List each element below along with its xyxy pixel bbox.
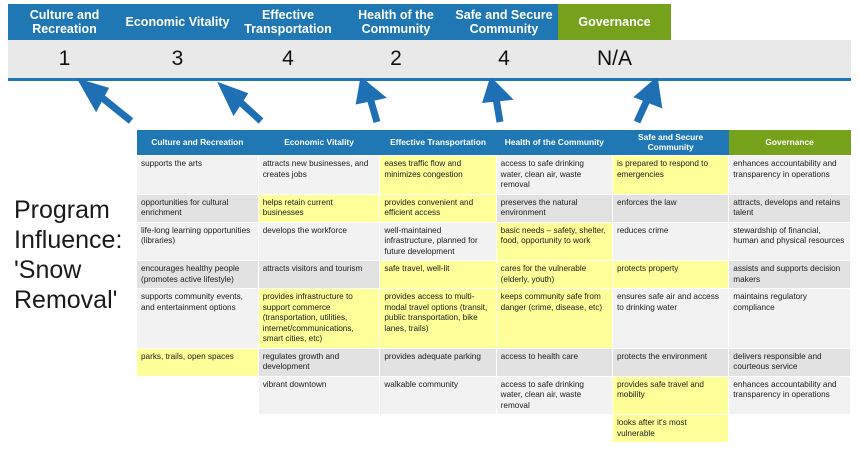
matrix-cell: ensures safe air and access to drinking water bbox=[612, 289, 728, 349]
table-row bbox=[137, 415, 851, 443]
score-arrow-group bbox=[0, 78, 859, 130]
pillar-header-strip bbox=[8, 4, 851, 40]
matrix-cell: provides convenient and efficient access bbox=[380, 194, 496, 222]
score-safe-and-secure-community: 4 bbox=[498, 47, 510, 70]
pillar-attribute-matrix bbox=[136, 130, 851, 443]
table-row bbox=[137, 289, 851, 349]
matrix-cell: parks, trails, open spaces bbox=[137, 348, 259, 376]
pillar-header-health-of-the-community: Health of the Community bbox=[342, 4, 450, 40]
matrix-cell: enforces the law bbox=[612, 194, 728, 222]
matrix-cell: stewardship of financial, human and physical resources bbox=[729, 222, 851, 261]
matrix-header-economic-vitality: Economic Vitality bbox=[258, 130, 380, 156]
matrix-cell: reduces crime bbox=[612, 222, 728, 261]
matrix-cell: assists and supports decision makers bbox=[729, 261, 851, 289]
table-row bbox=[137, 222, 851, 261]
matrix-cell: provides adequate parking bbox=[380, 348, 496, 376]
matrix-cell: is prepared to respond to emergencies bbox=[612, 156, 728, 195]
arrow-icon-economic-vitality bbox=[224, 88, 261, 121]
score-effective-transportation: 4 bbox=[282, 47, 294, 70]
table-row bbox=[137, 261, 851, 289]
pillar-header-culture-and-recreation: Culture and Recreation bbox=[8, 4, 121, 40]
pillar-header-safe-and-secure-community: Safe and Secure Community bbox=[450, 4, 558, 40]
matrix-cell: preserves the natural environment bbox=[496, 194, 612, 222]
matrix-cell: life-long learning opportunities (libraries) bbox=[137, 222, 259, 261]
arrow-icon-safe-and-secure-community bbox=[637, 83, 658, 122]
matrix-cell: vibrant downtown bbox=[258, 376, 380, 415]
matrix-cell-empty bbox=[496, 415, 612, 443]
matrix-cell: keeps community safe from danger (crime, disease, etc) bbox=[496, 289, 612, 349]
matrix-cell: walkable community bbox=[380, 376, 496, 415]
matrix-cell: delivers responsible and courteous service bbox=[729, 348, 851, 376]
table-row bbox=[137, 194, 851, 222]
matrix-cell: access to safe drinking water, clean air, waste removal bbox=[496, 156, 612, 195]
score-culture-and-recreation: 1 bbox=[58, 47, 71, 70]
matrix-cell-empty bbox=[380, 415, 496, 443]
arrow-icon-health-of-the-community bbox=[487, 83, 506, 122]
matrix-cell: well-maintained infrastructure, planned for future development bbox=[380, 222, 496, 261]
matrix-cell: basic needs – safety, shelter, food, opportunity to work bbox=[496, 222, 612, 261]
matrix-cell: attracts visitors and tourism bbox=[258, 261, 380, 289]
table-row bbox=[137, 376, 851, 415]
matrix-cell: looks after it's most vulnerable bbox=[612, 415, 728, 443]
arrow-icon-culture-and-recreation bbox=[84, 84, 131, 121]
matrix-cell: attracts, develops and retains talent bbox=[729, 194, 851, 222]
score-economic-vitality: 3 bbox=[171, 47, 184, 70]
matrix-cell: helps retain current businesses bbox=[258, 194, 380, 222]
table-row bbox=[137, 156, 851, 195]
pillar-header-economic-vitality: Economic Vitality bbox=[121, 4, 234, 40]
matrix-cell: protects property bbox=[612, 261, 728, 289]
matrix-cell: opportunities for cultural enrichment bbox=[137, 194, 259, 222]
score-health-of-the-community: 2 bbox=[390, 47, 402, 70]
matrix-header-row bbox=[137, 130, 851, 156]
matrix-cell: enhances accountability and transparency in operations bbox=[729, 376, 851, 415]
matrix-cell: eases traffic flow and minimizes congestion bbox=[380, 156, 496, 195]
matrix-header-health-of-the-community: Health of the Community bbox=[496, 130, 612, 156]
matrix-cell: provides safe travel and mobility bbox=[612, 376, 728, 415]
pillar-header-governance: Governance bbox=[558, 4, 671, 40]
matrix-cell: maintains regulatory compliance bbox=[729, 289, 851, 349]
matrix-cell: regulates growth and development bbox=[258, 348, 380, 376]
matrix-cell-empty bbox=[258, 415, 380, 443]
score-governance: N/A bbox=[596, 47, 632, 70]
matrix-header-safe-and-secure-community: Safe and Secure Community bbox=[612, 130, 728, 156]
matrix-cell: enhances accountability and transparency in operations bbox=[729, 156, 851, 195]
matrix-cell: develops the workforce bbox=[258, 222, 380, 261]
matrix-cell: attracts new businesses, and creates jobs bbox=[258, 156, 380, 195]
matrix-cell-empty bbox=[137, 376, 259, 415]
matrix-cell: encourages healthy people (promotes active lifestyle) bbox=[137, 261, 259, 289]
matrix-cell: access to health care bbox=[496, 348, 612, 376]
matrix-header-culture-and-recreation: Culture and Recreation bbox=[137, 130, 259, 156]
matrix-cell: provides access to multi-modal travel options (transit, public transportation, bike lanes, trails) bbox=[380, 289, 496, 349]
matrix-cell-empty bbox=[729, 415, 851, 443]
arrow-icon-effective-transportation bbox=[360, 83, 379, 122]
matrix-header-governance: Governance bbox=[729, 130, 851, 156]
matrix-cell: cares for the vulnerable (elderly, youth) bbox=[496, 261, 612, 289]
matrix-header-effective-transportation: Effective Transportation bbox=[380, 130, 496, 156]
matrix-cell-empty bbox=[137, 415, 259, 443]
matrix-cell: supports the arts bbox=[137, 156, 259, 195]
matrix-cell: safe travel, well-lit bbox=[380, 261, 496, 289]
matrix-cell: access to safe drinking water, clean air, waste removal bbox=[496, 376, 612, 415]
program-influence-caption: Program Influence: 'Snow Removal' bbox=[14, 196, 123, 314]
pillar-score-strip bbox=[8, 40, 851, 81]
pillar-header-effective-transportation: Effective Transportation bbox=[234, 4, 342, 40]
matrix-cell: supports community events, and entertainment options bbox=[137, 289, 259, 349]
matrix-cell: protects the environment bbox=[612, 348, 728, 376]
matrix-cell: provides infrastructure to support commerce (transportation, utilities, internet/communications, smart cities, etc) bbox=[258, 289, 380, 349]
table-row bbox=[137, 348, 851, 376]
